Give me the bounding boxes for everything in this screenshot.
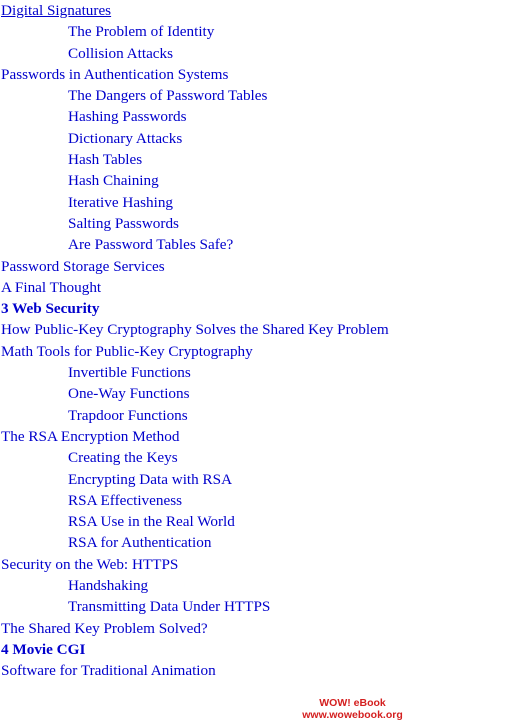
toc-chapter-3-web-security[interactable]: 3 Web Security (0, 298, 509, 319)
toc-link-math-tools-for-public-key-cryptography[interactable]: Math Tools for Public-Key Cryptography (0, 341, 509, 362)
toc-link-rsa-effectiveness[interactable]: RSA Effectiveness (0, 490, 509, 511)
toc-link-transmitting-data-under-https[interactable]: Transmitting Data Under HTTPS (0, 596, 509, 617)
toc-link-the-shared-key-problem-solved[interactable]: The Shared Key Problem Solved? (0, 618, 509, 639)
toc-link-digital-signatures[interactable]: Digital Signatures (0, 0, 509, 21)
toc-chapter-4-movie-cgi[interactable]: 4 Movie CGI (0, 639, 509, 660)
toc-link-salting-passwords[interactable]: Salting Passwords (0, 213, 509, 234)
toc-link-are-password-tables-safe[interactable]: Are Password Tables Safe? (0, 234, 509, 255)
toc-link-rsa-for-authentication[interactable]: RSA for Authentication (0, 532, 509, 553)
toc-link-hash-chaining[interactable]: Hash Chaining (0, 170, 509, 191)
toc-link-one-way-functions[interactable]: One-Way Functions (0, 383, 509, 404)
toc-link-password-storage-services[interactable]: Password Storage Services (0, 256, 509, 277)
watermark-url: www.wowebook.org (280, 710, 425, 721)
toc-link-iterative-hashing[interactable]: Iterative Hashing (0, 192, 509, 213)
toc-link-the-rsa-encryption-method[interactable]: The RSA Encryption Method (0, 426, 509, 447)
toc-link-passwords-in-authentication-systems[interactable]: Passwords in Authentication Systems (0, 64, 509, 85)
toc-link-collision-attacks[interactable]: Collision Attacks (0, 43, 509, 64)
toc-link-encrypting-data-with-rsa[interactable]: Encrypting Data with RSA (0, 469, 509, 490)
watermark-title: WOW! eBook (280, 698, 425, 710)
toc-link-how-public-key-cryptography-solves-the-shared-key-problem[interactable]: How Public-Key Cryptography Solves the Shared Key Problem (0, 319, 509, 340)
toc-link-hash-tables[interactable]: Hash Tables (0, 149, 509, 170)
toc-link-hashing-passwords[interactable]: Hashing Passwords (0, 106, 509, 127)
toc-link-creating-the-keys[interactable]: Creating the Keys (0, 447, 509, 468)
toc-link-handshaking[interactable]: Handshaking (0, 575, 509, 596)
watermark (280, 698, 425, 721)
toc-link-software-for-traditional-animation[interactable]: Software for Traditional Animation (0, 660, 509, 681)
toc-link-dictionary-attacks[interactable]: Dictionary Attacks (0, 128, 509, 149)
toc-link-a-final-thought[interactable]: A Final Thought (0, 277, 509, 298)
toc-link-security-on-the-web-https[interactable]: Security on the Web: HTTPS (0, 554, 509, 575)
toc-link-the-problem-of-identity[interactable]: The Problem of Identity (0, 21, 509, 42)
toc-link-invertible-functions[interactable]: Invertible Functions (0, 362, 509, 383)
toc-link-the-dangers-of-password-tables[interactable]: The Dangers of Password Tables (0, 85, 509, 106)
toc-link-rsa-use-in-the-real-world[interactable]: RSA Use in the Real World (0, 511, 509, 532)
toc-link-trapdoor-functions[interactable]: Trapdoor Functions (0, 405, 509, 426)
